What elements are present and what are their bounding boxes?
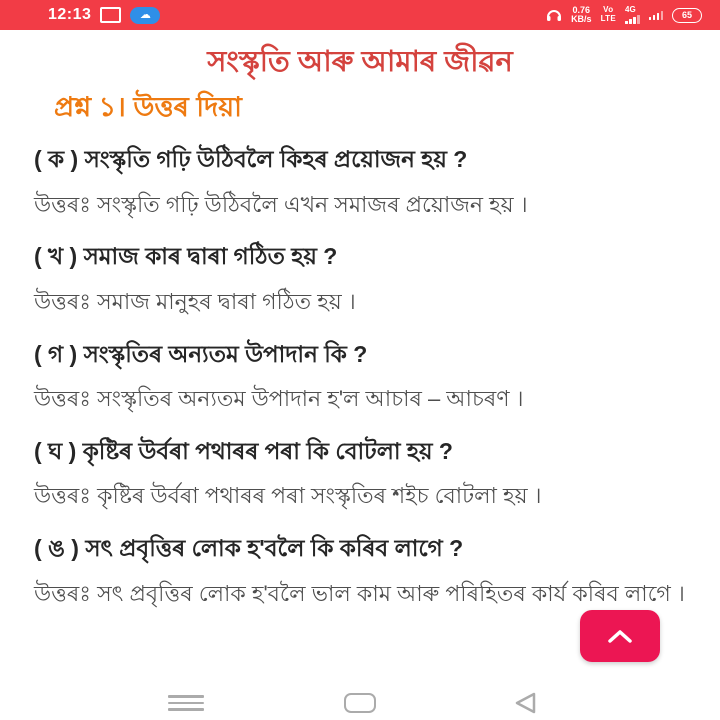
network-speed-unit: KB/s <box>571 14 592 24</box>
question-gha: ( ঘ ) কৃষ্টিৰ উৰ্বৰা পথাৰৰ পৰা কি বোটলা হয় ? <box>34 437 453 464</box>
menu-hamburger-icon <box>168 695 204 711</box>
answer-gha: উত্তৰঃ কৃষ্টিৰ উৰ্বৰা পথাৰৰ পৰা সংস্কৃতিৰ শইচ বোটলা হয় । <box>34 483 542 509</box>
home-square-icon <box>344 693 376 713</box>
question-kha: ( খ ) সমাজ কাৰ দ্বাৰা গঠিত হয় ? <box>34 243 338 270</box>
content-area[interactable] <box>0 30 720 686</box>
android-nav-bar <box>0 686 720 720</box>
battery-level: 65 <box>681 10 692 20</box>
signal-sim2-icon <box>649 11 664 20</box>
volte-icon <box>601 6 616 24</box>
network-type-label: 4G <box>625 5 636 14</box>
question-ga: ( গ ) সংস্কৃতিৰ অন্যতম উপাদান কি ? <box>34 340 368 367</box>
status-bar <box>0 0 720 30</box>
page-title: সংস্কৃতি আৰু আমাৰ জীৱন <box>207 46 513 78</box>
network-speed <box>571 6 592 25</box>
question-ka: ( ক ) সংস্কৃতি গঢ়ি উঠিবলৈ কিহৰ প্ৰয়োজন হয় ? <box>34 146 468 173</box>
clock: 12:13 <box>48 6 92 23</box>
status-bar-left <box>48 6 160 24</box>
answer-nga: উত্তৰঃ সৎ প্ৰবৃত্তিৰ লোক হ'বলৈ ভাল কাম আৰু পৰিহিতৰ কাৰ্য কৰিব লাগে । <box>34 580 685 606</box>
back-triangle-icon <box>512 691 538 715</box>
signal-bars-icon <box>625 15 640 24</box>
chevron-up-icon <box>606 628 634 644</box>
screen-cast-icon <box>100 7 121 23</box>
signal-sim1-icon <box>625 6 640 24</box>
cloud-icon: ☁ <box>139 8 151 21</box>
volte-top-label: Vo <box>603 5 614 15</box>
back-button[interactable] <box>512 691 538 715</box>
network-speed-value: 0.76 <box>572 4 591 15</box>
answer-ga: উত্তৰঃ সংস্কৃতিৰ অন্যতম উপাদান হ'ল আচাৰ – আচৰণ । <box>34 386 524 412</box>
cloud-app-notification-icon <box>130 7 160 24</box>
scroll-to-top-button[interactable] <box>580 610 660 662</box>
recents-menu-button[interactable] <box>168 695 204 711</box>
volte-bottom-label: LTE <box>600 14 616 23</box>
question-nga: ( ঙ ) সৎ প্ৰবৃত্তিৰ লোক হ'বলৈ কি কৰিব লাগে ? <box>34 534 464 561</box>
answer-ka: উত্তৰঃ সংস্কৃতি গঢ়ি উঠিবলৈ এখন সমাজৰ প্ৰয়োজন হয় । <box>34 192 528 218</box>
home-button[interactable] <box>344 693 376 713</box>
battery-icon <box>672 8 702 23</box>
headset-icon <box>546 8 562 22</box>
answer-kha: উত্তৰঃ সমাজ মানুহৰ দ্বাৰা গঠিত হয় । <box>34 289 356 315</box>
section-heading: প্ৰশ্ন ১। উত্তৰ দিয়া <box>54 92 243 123</box>
status-bar-right <box>546 6 702 25</box>
